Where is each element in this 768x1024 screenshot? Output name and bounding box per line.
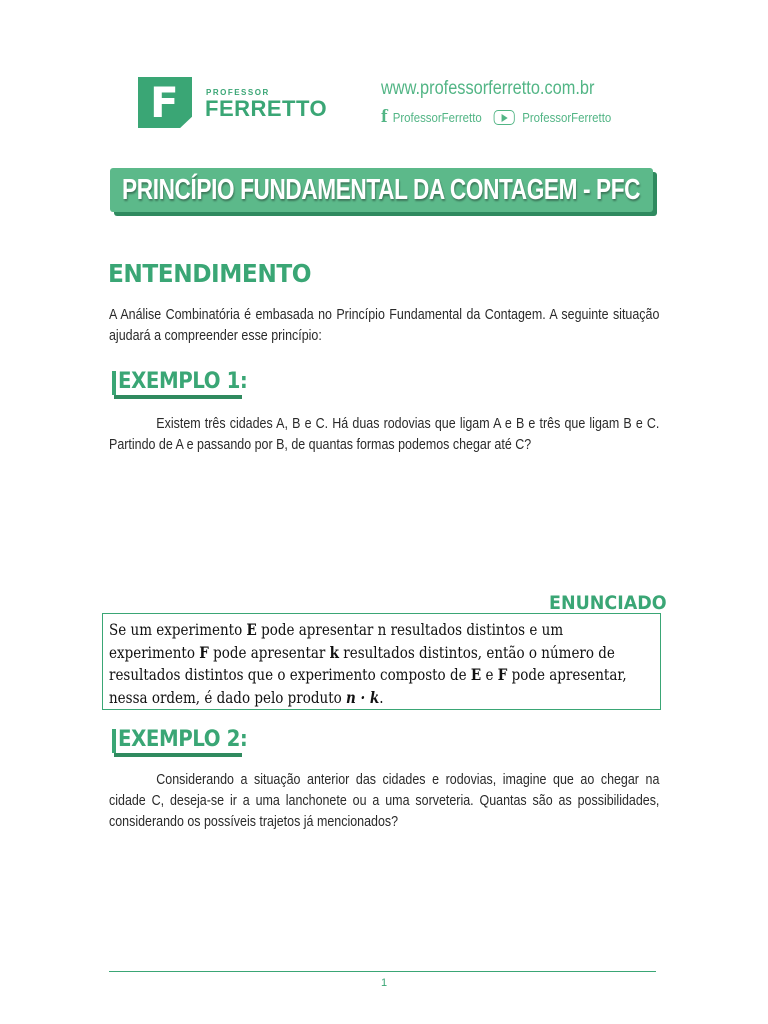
page-number: 1 (380, 977, 388, 989)
example2-marker (112, 729, 116, 753)
website-link[interactable]: www.professorferretto.com.br (381, 78, 595, 99)
youtube-icon (494, 110, 515, 125)
enunciado-label: ENUNCIADO (549, 592, 667, 614)
page-title: PRINCÍPIO FUNDAMENTAL DA CONTAGEM - PFC (122, 173, 641, 206)
title-banner (110, 168, 653, 212)
logo-letter: F (150, 78, 179, 127)
example2-text: Considerando a situação anterior das cidades e rodovias, imagine que ao chegar na cidade C, deseja-se ir a uma lanchonete ou a uma sorveteria. Quantas são as possibilidades, considerando os possíveis trajetos já mencionados? (109, 772, 660, 830)
example1-heading: EXEMPLO 1: (118, 369, 248, 394)
footer-divider (109, 971, 656, 972)
example1-underline (114, 395, 242, 399)
youtube-link[interactable]: ProfessorFerretto (522, 109, 612, 125)
example2-underline (114, 753, 242, 757)
brand-name: FERRETTO (205, 96, 328, 121)
facebook-icon: f (381, 107, 388, 127)
example1-marker (112, 371, 116, 395)
social-links (381, 107, 611, 127)
enunciado-text: Se um experimento E pode apresentar n resultados distintos e um experimento F pode apresentar k resultados distintos, então o número de resultados distintos que o experimento composto de E e F pode apresentar, nessa ordem, é dado pelo produto n · k. (109, 620, 627, 707)
example1-text: Existem três cidades A, B e C. Há duas rodovias que ligam A e B e três que ligam B e C. Partindo de A e passando por B, de quantas formas podemos chegar até C? (109, 416, 660, 453)
product-formula: n · k (346, 687, 380, 707)
intro-paragraph: A Análise Combinatória é embasada no Princípio Fundamental da Contagem. A seguinte situação ajudará a compreender esse princípio: (109, 307, 660, 344)
section-heading: ENTENDIMENTO (108, 259, 312, 288)
example2-heading: EXEMPLO 2: (118, 727, 248, 752)
facebook-link[interactable]: ProfessorFerretto (392, 109, 482, 125)
brand-subtitle: PROFESSOR (206, 88, 270, 97)
